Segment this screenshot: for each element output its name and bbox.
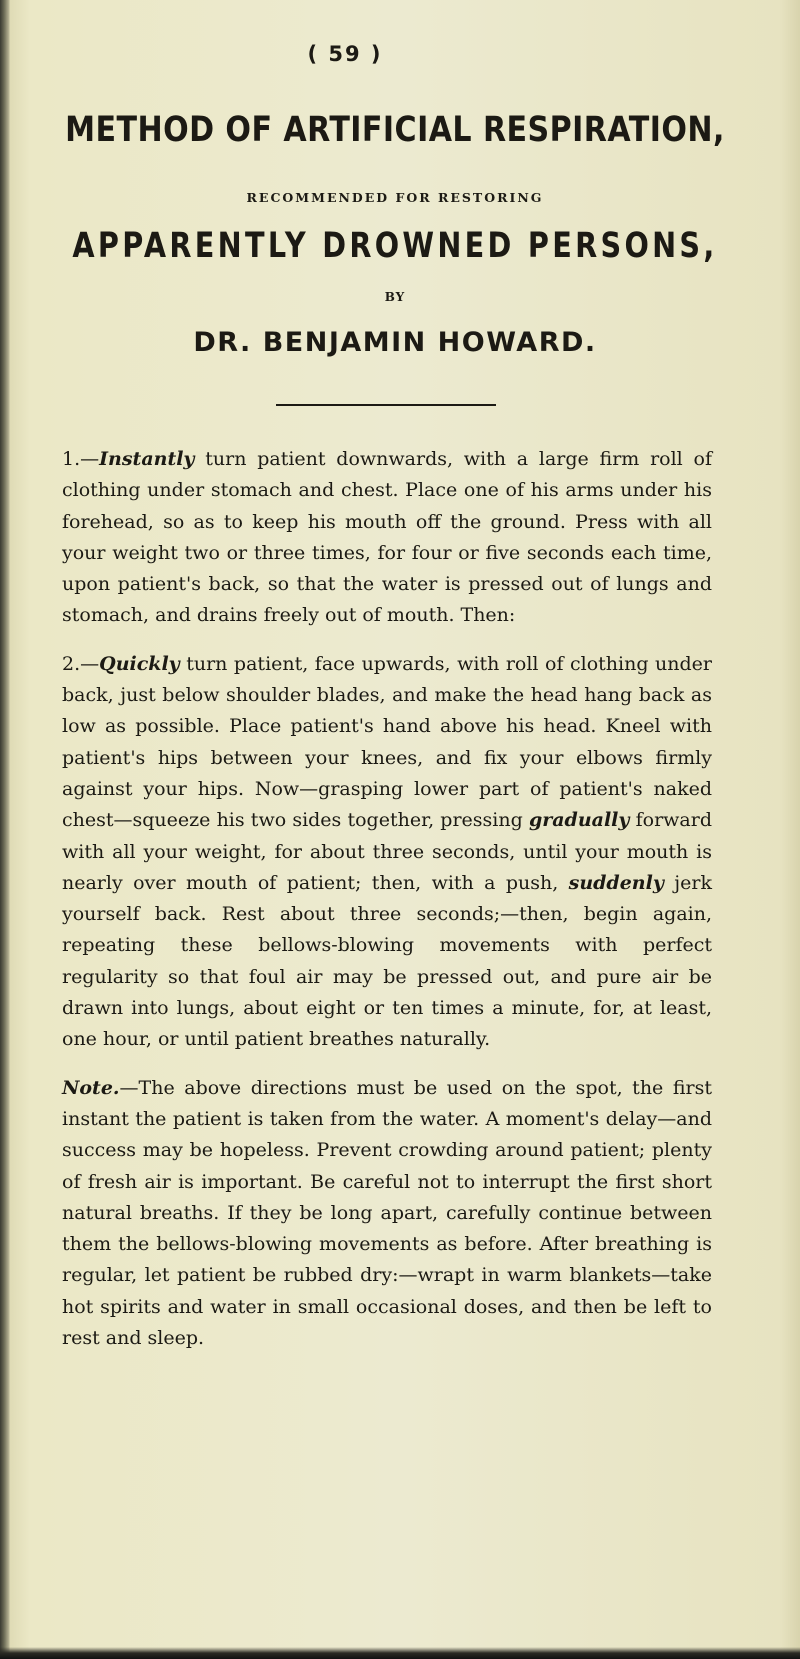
page-title: METHOD OF ARTIFICIAL RESPIRATION, <box>65 110 725 150</box>
paragraph-text: forward with all your weight, for about three seconds, until your mouth is nearly over mouth of patient; then, with a push, <box>62 809 713 894</box>
section-divider <box>276 404 496 406</box>
lead-word: Quickly <box>99 652 180 675</box>
note-text: —The above directions must be used on the spot, the first instant the patient is taken from the water. A moment's delay—and success may be hopeless. Prevent crowding around patient; plenty of fresh air is important. Be careful not to interrupt the first short natural breaths. If they be long apart, carefully continue between them the bellows-blowing movements as before. After breathing is regular, let patient be rubbed dry:—wrapt in warm blankets—take hot spirits and water in small occasional doses, and then be left to rest and sleep. <box>62 1076 712 1350</box>
emphasis-word: suddenly <box>568 871 664 894</box>
author-name: DR. BENJAMIN HOWARD. <box>193 327 597 358</box>
paragraph-1 <box>62 444 712 632</box>
emphasis-word: gradually <box>528 809 630 832</box>
subject-heading: APPARENTLY DROWNED PERSONS, <box>72 226 718 266</box>
paragraph-number: 1.— <box>62 448 100 470</box>
note-label: Note. <box>62 1076 120 1099</box>
body-text <box>62 444 712 1371</box>
page-bottom-edge <box>0 1647 800 1659</box>
paragraph-text: jerk yourself back. Rest about three seconds;—then, begin again, repeating these bellows-blowing movements with perfect regularity so that foul air may be pressed out, and pure air be drawn into lungs, about eight or ten times a minute, for, at least, one hour, or until patient breathes naturally. <box>62 871 712 1051</box>
lead-word: Instantly <box>99 448 195 470</box>
paragraph-text: turn patient, face upwards, with roll of clothing under back, just below shoulder blades, and make the head hang back as low as possible. Place patient's hand above his head. Kneel with patient's hips between your knees, and fix your elbows firmly against your hips. Now—grasping lower part of patient's naked chest—squeeze his two sides together, pressing <box>62 652 712 832</box>
byline-label: BY <box>384 290 406 304</box>
page-gutter-edge <box>0 0 10 1659</box>
paragraph-2 <box>62 649 712 1056</box>
subtitle: RECOMMENDED FOR RESTORING <box>246 190 544 205</box>
paragraph-number: 2.— <box>62 652 100 675</box>
note-paragraph <box>62 1073 712 1355</box>
page-number: ( 59 ) <box>307 42 383 66</box>
paragraph-text: turn patient downwards, with a large firm roll of clothing under stomach and chest. Place one of his arms under his forehead, so as to keep his mouth off the ground. Press with all your weight two or three times, for four or five seconds each time, upon patient's back, so that the water is pressed out of lungs and stomach, and drains freely out of mouth. Then: <box>62 448 712 627</box>
